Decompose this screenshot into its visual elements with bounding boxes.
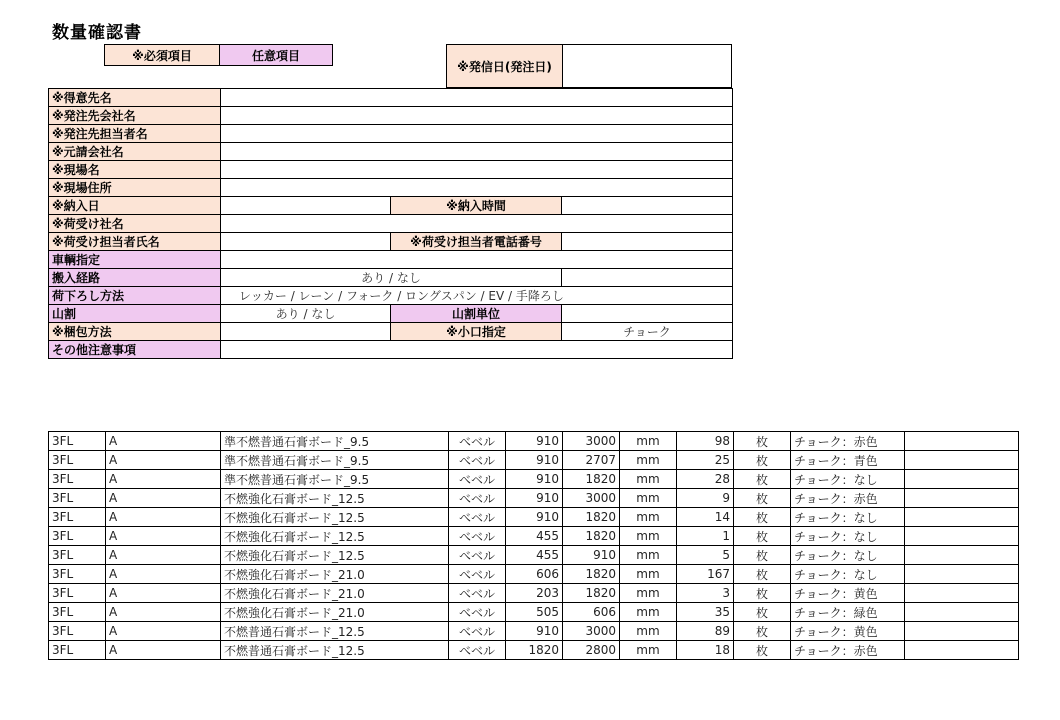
vehicle-input[interactable]	[221, 251, 733, 269]
area-cell[interactable]: A	[106, 432, 221, 451]
receiver-person-label: ※荷受け担当者氏名	[49, 233, 221, 251]
length-cell[interactable]: 2707	[563, 451, 620, 470]
mark-cell[interactable]: チョーク：青色	[791, 451, 905, 470]
unit-cell[interactable]: mm	[620, 546, 677, 565]
mark-cell[interactable]: チョーク：赤色	[791, 489, 905, 508]
receiver-company-label: ※荷受け社名	[49, 215, 221, 233]
product-cell[interactable]: 不燃強化石膏ボード_21.0	[221, 565, 449, 584]
product-cell[interactable]: 不燃強化石膏ボード_21.0	[221, 603, 449, 622]
edge-cell[interactable]: べベル	[449, 546, 506, 565]
quantity-cell[interactable]: 98	[677, 432, 734, 451]
small-lot-label: ※小口指定	[391, 323, 562, 341]
delivery-time-label: ※納入時間	[391, 197, 562, 215]
area-cell[interactable]: A	[106, 489, 221, 508]
mark-cell[interactable]: チョーク：なし	[791, 546, 905, 565]
order-person-label: ※発注先担当者名	[49, 125, 221, 143]
unload-options[interactable]: レッカー / レーン / フォーク / ロングスパン / EV / 手降ろし	[221, 287, 733, 305]
form-row	[49, 161, 733, 179]
counter-cell[interactable]: 枚	[734, 546, 791, 565]
counter-cell[interactable]: 枚	[734, 470, 791, 489]
mark-cell[interactable]: チョーク：なし	[791, 470, 905, 489]
floor-cell[interactable]: 3FL	[49, 451, 106, 470]
table-row	[49, 451, 1019, 470]
length-cell[interactable]: 1820	[563, 470, 620, 489]
unit-cell[interactable]: mm	[620, 451, 677, 470]
table-row	[49, 470, 1019, 489]
extra-cell[interactable]	[905, 470, 1019, 489]
mark-cell[interactable]: チョーク：なし	[791, 527, 905, 546]
unit-cell[interactable]: mm	[620, 489, 677, 508]
length-cell[interactable]: 910	[563, 546, 620, 565]
small-lot-value[interactable]: チョーク	[562, 323, 733, 341]
form-row	[49, 305, 733, 323]
extra-cell[interactable]	[905, 546, 1019, 565]
extra-cell[interactable]	[905, 508, 1019, 527]
extra-cell[interactable]	[905, 489, 1019, 508]
quantity-cell[interactable]: 14	[677, 508, 734, 527]
unit-cell[interactable]: mm	[620, 622, 677, 641]
counter-cell[interactable]: 枚	[734, 489, 791, 508]
unit-cell[interactable]: mm	[620, 641, 677, 660]
length-cell[interactable]: 1820	[563, 565, 620, 584]
extra-cell[interactable]	[905, 641, 1019, 660]
product-cell[interactable]: 不燃普通石膏ボード_12.5	[221, 641, 449, 660]
product-cell[interactable]: 不燃強化石膏ボード_12.5	[221, 527, 449, 546]
edge-cell[interactable]: べベル	[449, 432, 506, 451]
counter-cell[interactable]: 枚	[734, 622, 791, 641]
floor-cell[interactable]: 3FL	[49, 527, 106, 546]
edge-cell[interactable]: べベル	[449, 470, 506, 489]
legend-optional: 任意項目	[219, 44, 333, 66]
length-cell[interactable]: 1820	[563, 508, 620, 527]
site-address-input[interactable]	[221, 179, 733, 197]
split-unit-label: 山割単位	[391, 305, 562, 323]
table-row	[49, 603, 1019, 622]
form-row	[49, 143, 733, 161]
floor-cell[interactable]: 3FL	[49, 584, 106, 603]
width-cell[interactable]: 606	[506, 565, 563, 584]
mark-cell[interactable]: チョーク：なし	[791, 565, 905, 584]
counter-cell[interactable]: 枚	[734, 603, 791, 622]
edge-cell[interactable]: べベル	[449, 527, 506, 546]
site-name-input[interactable]	[221, 161, 733, 179]
area-cell[interactable]: A	[106, 451, 221, 470]
unit-cell[interactable]: mm	[620, 432, 677, 451]
floor-cell[interactable]: 3FL	[49, 470, 106, 489]
items-table	[48, 431, 1019, 660]
product-cell[interactable]: 不燃強化石膏ボード_12.5	[221, 489, 449, 508]
width-cell[interactable]: 910	[506, 508, 563, 527]
table-row	[49, 584, 1019, 603]
counter-cell[interactable]: 枚	[734, 508, 791, 527]
mark-cell[interactable]: チョーク：赤色	[791, 641, 905, 660]
width-cell[interactable]: 910	[506, 451, 563, 470]
table-row	[49, 432, 1019, 451]
extra-cell[interactable]	[905, 451, 1019, 470]
area-cell[interactable]: A	[106, 565, 221, 584]
area-cell[interactable]: A	[106, 527, 221, 546]
product-cell[interactable]: 準不燃普通石膏ボード_9.5	[221, 432, 449, 451]
edge-cell[interactable]: べベル	[449, 641, 506, 660]
split-options[interactable]: あり / なし	[221, 305, 391, 323]
length-cell[interactable]: 1820	[563, 527, 620, 546]
floor-cell[interactable]: 3FL	[49, 508, 106, 527]
quantity-cell[interactable]: 5	[677, 546, 734, 565]
form-row	[49, 125, 733, 143]
width-cell[interactable]: 910	[506, 489, 563, 508]
form-row	[49, 89, 733, 107]
route-spacer	[562, 269, 733, 287]
quantity-cell[interactable]: 1	[677, 527, 734, 546]
product-cell[interactable]: 準不燃普通石膏ボード_9.5	[221, 451, 449, 470]
edge-cell[interactable]: べベル	[449, 451, 506, 470]
packing-label: ※梱包方法	[49, 323, 221, 341]
mark-cell[interactable]: チョーク：黄色	[791, 584, 905, 603]
width-cell[interactable]: 910	[506, 432, 563, 451]
edge-cell[interactable]: べベル	[449, 603, 506, 622]
sent-date-label: ※発信日(発注日)	[446, 44, 563, 88]
split-unit-input[interactable]	[562, 305, 733, 323]
unit-cell[interactable]: mm	[620, 527, 677, 546]
area-cell[interactable]: A	[106, 470, 221, 489]
sent-date-input[interactable]	[562, 44, 732, 88]
width-cell[interactable]: 203	[506, 584, 563, 603]
receiver-phone-label: ※荷受け担当者電話番号	[391, 233, 562, 251]
extra-cell[interactable]	[905, 565, 1019, 584]
quantity-cell[interactable]: 89	[677, 622, 734, 641]
order-person-input[interactable]	[221, 125, 733, 143]
edge-cell[interactable]: べベル	[449, 622, 506, 641]
table-row	[49, 527, 1019, 546]
form-row	[49, 179, 733, 197]
quantity-cell[interactable]: 25	[677, 451, 734, 470]
document-title: 数量確認書	[52, 23, 142, 43]
legend-required: ※必須項目	[104, 44, 220, 66]
mark-cell[interactable]: チョーク：緑色	[791, 603, 905, 622]
delivery-time-input[interactable]	[562, 197, 733, 215]
area-cell[interactable]: A	[106, 622, 221, 641]
prime-contractor-label: ※元請会社名	[49, 143, 221, 161]
quantity-cell[interactable]: 3	[677, 584, 734, 603]
form-row	[49, 215, 733, 233]
length-cell[interactable]: 3000	[563, 489, 620, 508]
width-cell[interactable]: 910	[506, 470, 563, 489]
notes-label: その他注意事項	[49, 341, 221, 359]
area-cell[interactable]: A	[106, 641, 221, 660]
form-row	[49, 269, 733, 287]
receiver-phone-input[interactable]	[562, 233, 733, 251]
width-cell[interactable]: 505	[506, 603, 563, 622]
table-row	[49, 546, 1019, 565]
site-address-label: ※現場住所	[49, 179, 221, 197]
table-row	[49, 622, 1019, 641]
unit-cell[interactable]: mm	[620, 565, 677, 584]
table-row	[49, 489, 1019, 508]
customer-label: ※得意先名	[49, 89, 221, 107]
edge-cell[interactable]: べベル	[449, 565, 506, 584]
floor-cell[interactable]: 3FL	[49, 546, 106, 565]
area-cell[interactable]: A	[106, 603, 221, 622]
extra-cell[interactable]	[905, 527, 1019, 546]
counter-cell[interactable]: 枚	[734, 432, 791, 451]
counter-cell[interactable]: 枚	[734, 641, 791, 660]
floor-cell[interactable]: 3FL	[49, 432, 106, 451]
unload-label: 荷下ろし方法	[49, 287, 221, 305]
quantity-cell[interactable]: 9	[677, 489, 734, 508]
area-cell[interactable]: A	[106, 546, 221, 565]
area-cell[interactable]: A	[106, 584, 221, 603]
quantity-cell[interactable]: 167	[677, 565, 734, 584]
floor-cell[interactable]: 3FL	[49, 622, 106, 641]
counter-cell[interactable]: 枚	[734, 565, 791, 584]
mark-cell[interactable]: チョーク：なし	[791, 508, 905, 527]
width-cell[interactable]: 455	[506, 527, 563, 546]
edge-cell[interactable]: べベル	[449, 489, 506, 508]
site-name-label: ※現場名	[49, 161, 221, 179]
form-row	[49, 287, 733, 305]
product-cell[interactable]: 不燃普通石膏ボード_12.5	[221, 622, 449, 641]
route-options[interactable]: あり / なし	[221, 269, 562, 287]
receiver-company-input[interactable]	[221, 215, 733, 233]
delivery-date-input[interactable]	[221, 197, 391, 215]
prime-contractor-input[interactable]	[221, 143, 733, 161]
counter-cell[interactable]: 枚	[734, 527, 791, 546]
mark-cell[interactable]: チョーク：赤色	[791, 432, 905, 451]
floor-cell[interactable]: 3FL	[49, 641, 106, 660]
table-row	[49, 565, 1019, 584]
form-row	[49, 233, 733, 251]
order-company-label: ※発注先会社名	[49, 107, 221, 125]
product-cell[interactable]: 不燃強化石膏ボード_21.0	[221, 584, 449, 603]
length-cell[interactable]: 3000	[563, 432, 620, 451]
form-row	[49, 197, 733, 215]
product-cell[interactable]: 準不燃普通石膏ボード_9.5	[221, 470, 449, 489]
order-company-input[interactable]	[221, 107, 733, 125]
vehicle-label: 車輌指定	[49, 251, 221, 269]
width-cell[interactable]: 1820	[506, 641, 563, 660]
customer-input[interactable]	[221, 89, 733, 107]
extra-cell[interactable]	[905, 432, 1019, 451]
floor-cell[interactable]: 3FL	[49, 489, 106, 508]
length-cell[interactable]: 606	[563, 603, 620, 622]
table-row	[49, 641, 1019, 660]
length-cell[interactable]: 1820	[563, 584, 620, 603]
order-form	[48, 88, 733, 359]
floor-cell[interactable]: 3FL	[49, 603, 106, 622]
unit-cell[interactable]: mm	[620, 470, 677, 489]
unit-cell[interactable]: mm	[620, 584, 677, 603]
width-cell[interactable]: 455	[506, 546, 563, 565]
form-row	[49, 323, 733, 341]
receiver-person-input[interactable]	[221, 233, 391, 251]
extra-cell[interactable]	[905, 622, 1019, 641]
extra-cell[interactable]	[905, 603, 1019, 622]
length-cell[interactable]: 3000	[563, 622, 620, 641]
length-cell[interactable]: 2800	[563, 641, 620, 660]
unit-cell[interactable]: mm	[620, 603, 677, 622]
packing-input[interactable]	[221, 323, 391, 341]
product-cell[interactable]: 不燃強化石膏ボード_12.5	[221, 508, 449, 527]
quantity-cell[interactable]: 18	[677, 641, 734, 660]
notes-input[interactable]	[221, 341, 733, 359]
form-row	[49, 341, 733, 359]
product-cell[interactable]: 不燃強化石膏ボード_12.5	[221, 546, 449, 565]
counter-cell[interactable]: 枚	[734, 584, 791, 603]
width-cell[interactable]: 910	[506, 622, 563, 641]
quantity-cell[interactable]: 35	[677, 603, 734, 622]
quantity-cell[interactable]: 28	[677, 470, 734, 489]
delivery-date-label: ※納入日	[49, 197, 221, 215]
unit-cell[interactable]: mm	[620, 508, 677, 527]
mark-cell[interactable]: チョーク：黄色	[791, 622, 905, 641]
area-cell[interactable]: A	[106, 508, 221, 527]
edge-cell[interactable]: べベル	[449, 508, 506, 527]
split-label: 山割	[49, 305, 221, 323]
edge-cell[interactable]: べベル	[449, 584, 506, 603]
route-label: 搬入経路	[49, 269, 221, 287]
form-row	[49, 107, 733, 125]
table-row	[49, 508, 1019, 527]
counter-cell[interactable]: 枚	[734, 451, 791, 470]
floor-cell[interactable]: 3FL	[49, 565, 106, 584]
extra-cell[interactable]	[905, 584, 1019, 603]
form-row	[49, 251, 733, 269]
